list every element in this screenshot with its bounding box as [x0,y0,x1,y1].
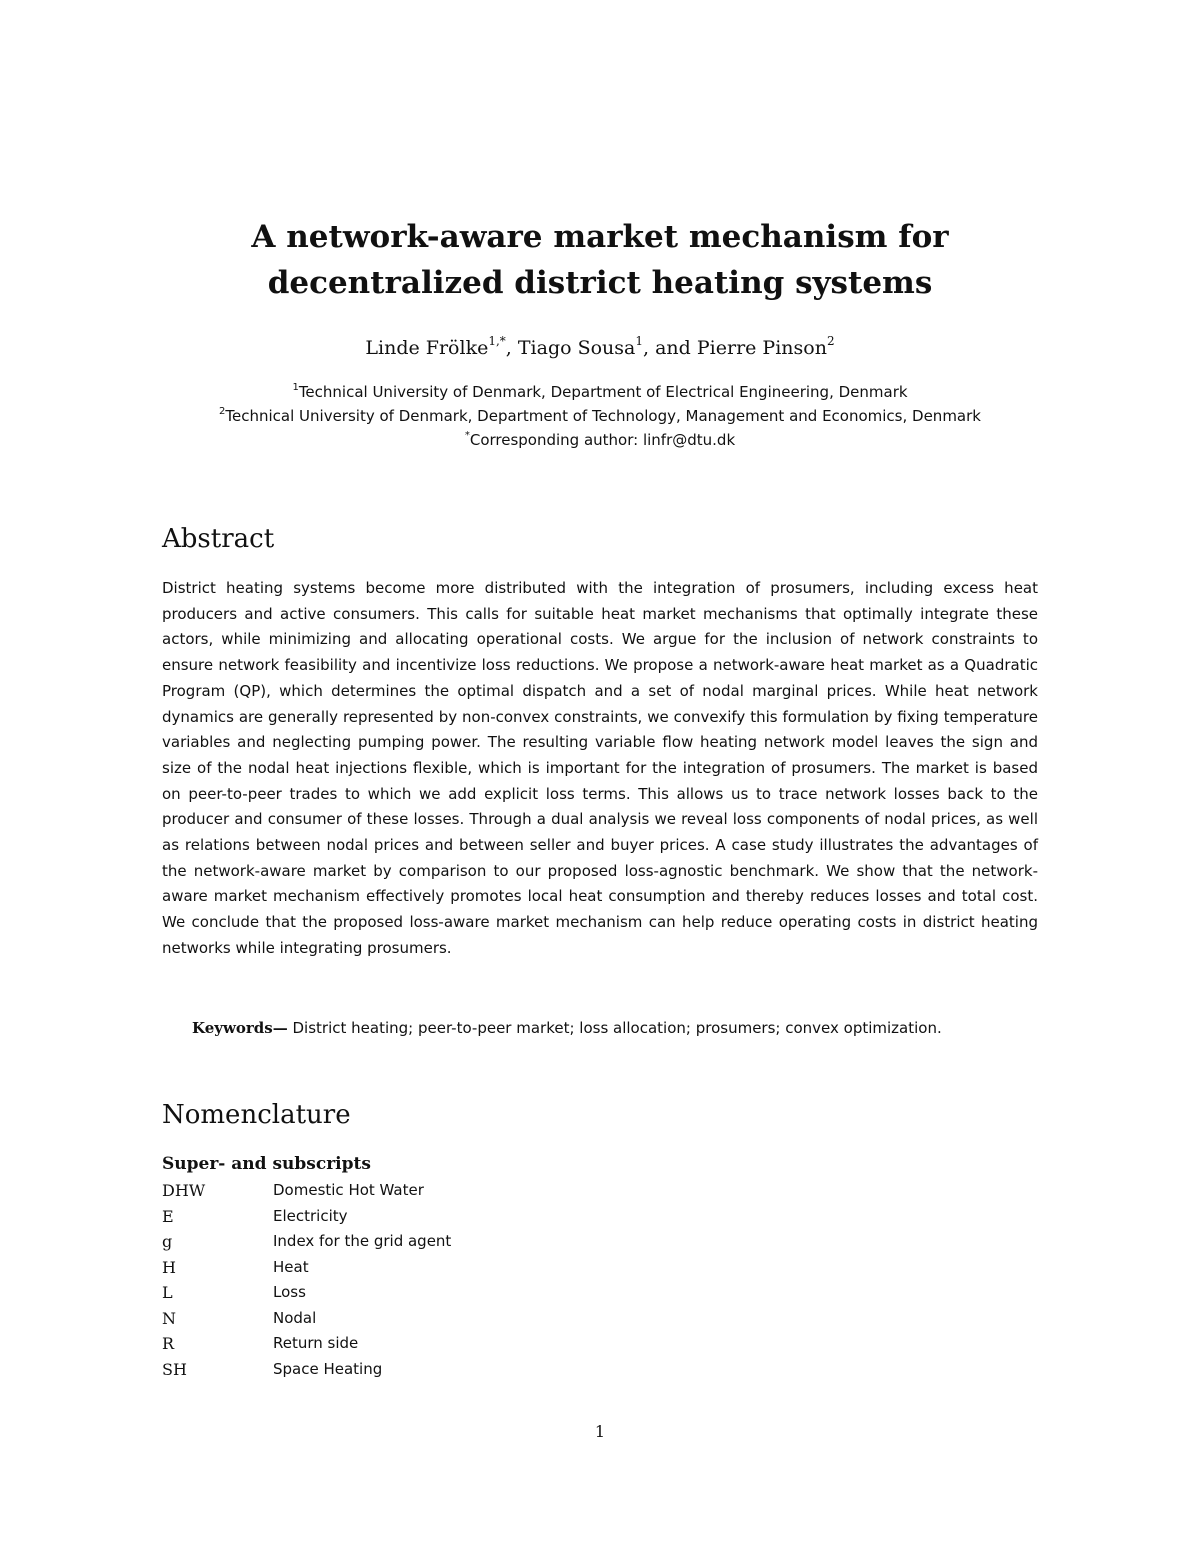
nomenclature-definition: Return side [273,1334,359,1352]
nomenclature-row [162,1280,762,1306]
author-affiliation-mark: 2 [826,334,835,348]
nomenclature-symbol: E [162,1206,174,1226]
abstract-body: District heating systems become more distributed with the integration of prosumers, including excess heat producers and active consumers. This calls for suitable heat market mechanisms that optimally integrate these actors, while minimizing and allocating operational costs. We argue for the inclusion of network constraints to ensure network feasibility and incentivize loss reductions. We propose a network-aware heat market as a Quadratic Program (QP), which determines the optimal dispatch and a set of nodal marginal prices. While heat network dynamics are generally represented by non-convex constraints, we convexify this formulation by fixing temperature variables and neglecting pumping power. The resulting variable flow heating network model leaves the sign and size of the nodal heat injections flexible, which is important for the integration of prosumers. The market is based on peer-to-peer trades to which we add explicit loss terms. This allows us to trace network losses back to the producer and consumer of these losses. Through a dual analysis we reveal loss components of nodal prices, as well as relations between nodal prices and between seller and buyer prices. A case study illustrates the advantages of the network-aware market by comparison to our proposed loss-agnostic benchmark. We show that the network-aware market mechanism effectively promotes local heat consumption and thereby reduces losses and total cost. We conclude that the proposed loss-aware market mechanism can help reduce operating costs in district heating networks while integrating prosumers. [162,579,1038,957]
paper-title [0,214,1200,306]
title-line-2: decentralized district heating systems [267,265,933,301]
page-number: 1 [594,1422,606,1441]
corresponding-author-text[interactable]: Corresponding author: linfr@dtu.dk [469,431,736,449]
nomenclature-symbol: g [162,1232,173,1251]
nomenclature-definition: Heat [273,1257,309,1276]
affiliation-text: Technical University of Denmark, Department of Electrical Engineering, Denmark [298,383,908,401]
author-affiliation-mark: 1 [635,334,644,348]
nomenclature-row [162,1306,762,1332]
nomenclature-row [162,1331,762,1357]
nomenclature-definition: Space Heating [273,1359,383,1378]
corresponding-author-line [0,428,1200,452]
nomenclature-symbol: R [162,1334,175,1353]
title-line-1: A network-aware market mechanism for [251,219,949,255]
nomenclature-row [162,1357,762,1383]
nomenclature-row [162,1229,762,1255]
affiliation-mark: 2 [219,406,226,417]
author-separator: , and [643,337,697,359]
nomenclature-definition: Index for the grid agent [273,1232,452,1250]
nomenclature-table [162,1178,762,1382]
nomenclature-symbol: DHW [162,1181,206,1200]
abstract-heading: Abstract [162,524,275,554]
affiliation-list [0,380,1200,452]
affiliation-line [0,404,1200,428]
nomenclature-definition: Loss [273,1283,306,1301]
author-affiliation-mark: 1,* [488,334,506,348]
affiliation-mark: * [464,430,470,441]
author-name: Tiago Sousa [517,337,636,359]
nomenclature-symbol: SH [162,1359,187,1379]
author-list [0,334,1200,362]
nomenclature-row [162,1204,762,1230]
author-name: Pierre Pinson [696,337,827,359]
nomenclature-definition: Nodal [273,1308,317,1327]
nomenclature-row [162,1255,762,1281]
author-separator: , [505,337,518,359]
nomenclature-symbol: N [162,1308,176,1328]
author-name: Linde Frölke [365,337,489,359]
nomenclature-symbol: L [162,1283,173,1302]
keywords-label: Keywords— [192,1019,288,1037]
nomenclature-row [162,1178,762,1204]
nomenclature-definition: Domestic Hot Water [273,1181,424,1199]
nomenclature-subheading: Super- and subscripts [162,1154,371,1174]
keywords-paragraph [162,1016,1038,1042]
nomenclature-definition: Electricity [273,1206,348,1225]
nomenclature-heading: Nomenclature [162,1100,351,1130]
nomenclature-symbol: H [162,1257,176,1277]
affiliation-mark: 1 [292,382,299,393]
keywords-text: District heating; peer-to-peer market; loss allocation; prosumers; convex optimization. [287,1019,942,1037]
affiliation-text: Technical University of Denmark, Department of Technology, Management and Economics, Denmark [225,407,981,425]
affiliation-line [0,380,1200,404]
